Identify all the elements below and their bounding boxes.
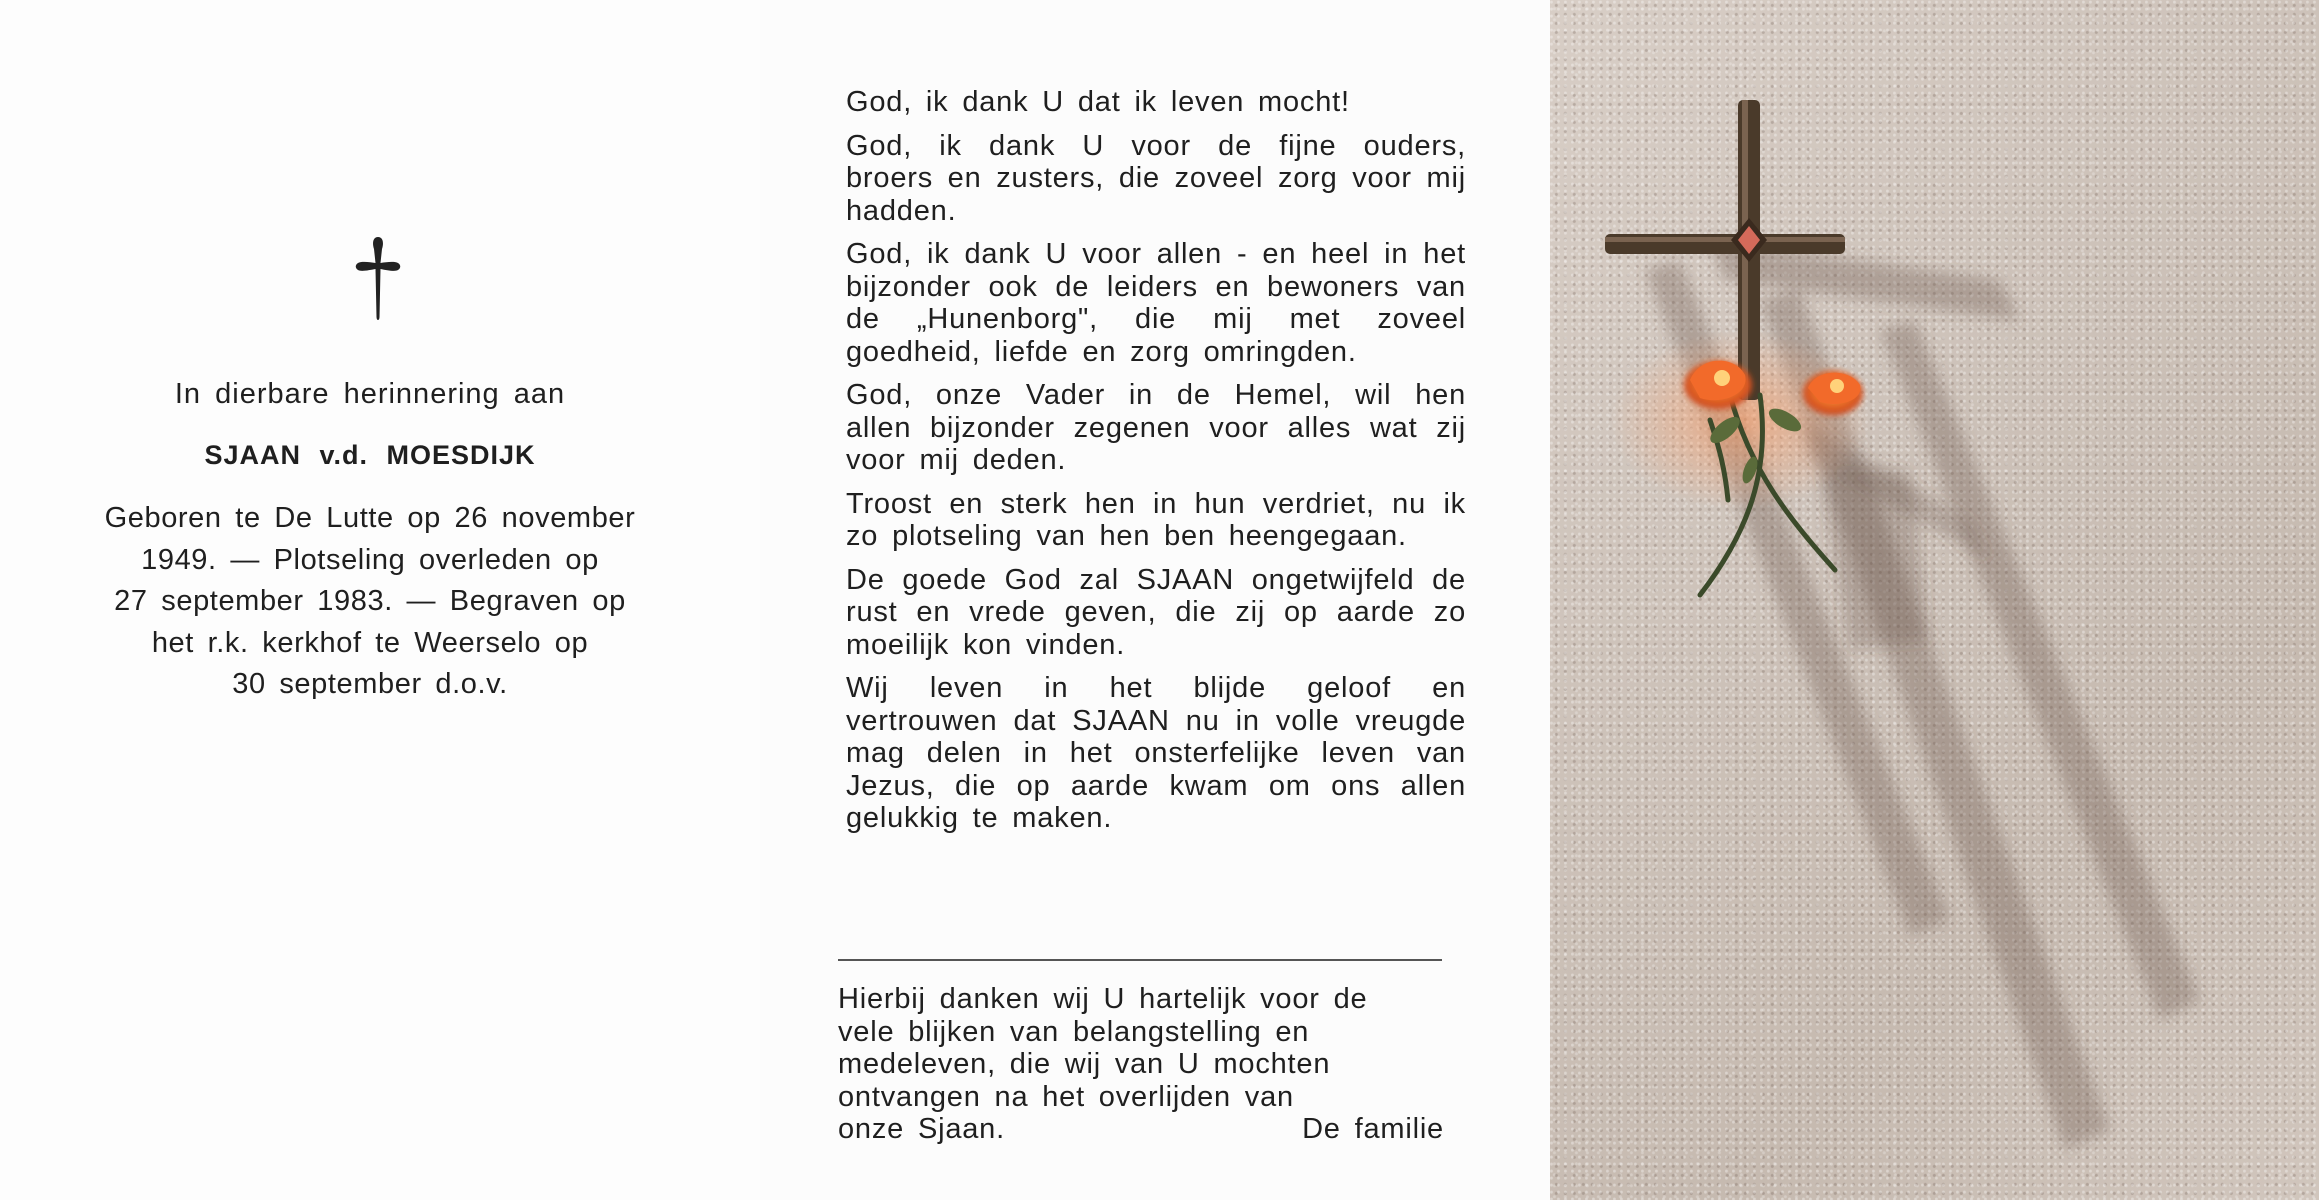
deceased-name: SJAAN v.d. MOESDIJK: [204, 440, 536, 470]
thanks-last-row: [838, 1113, 1444, 1146]
cross-icon: [355, 235, 401, 325]
prayer-paragraph: God, onze Vader in de Hemel, wil hen allen bijzonder zegenen voor alles wat zij voor mij deden.: [846, 379, 1466, 476]
prayer-paragraph: God, ik dank U voor de fijne ouders, broers en zusters, die zoveel zorg voor mij hadden.: [846, 129, 1466, 227]
intro-text: In dierbare herinnering aan: [174, 378, 566, 410]
thanks-line: ontvangen na het overlijden van: [838, 1080, 1294, 1113]
prayer-paragraph: Troost en sterk hen in hun verdriet, nu ik zo plotseling van hen ben heengegaan.: [846, 487, 1466, 552]
bio-line: Geboren te De Lutte op 26 november: [104, 502, 636, 534]
thanks-line: onze Sjaan.: [838, 1113, 1005, 1145]
bio-line: 30 september d.o.v.: [232, 668, 508, 700]
bio-line: 27 september 1983. — Begraven op: [114, 585, 626, 617]
left-panel: [0, 0, 760, 1200]
thanks-text: [838, 983, 1444, 1146]
prayer-paragraph: Wij leven in het blijde geloof en vertrouwen dat SJAAN nu in volle vreugde mag delen in het onsterfelijke leven van Jezus, die op aarde kwam om ons allen gelukkig te maken.: [846, 672, 1466, 834]
prayer-paragraph: God, ik dank U voor allen - en heel in het bijzonder ook de leiders en bewoners van de „Hunenborg", die mij met zoveel goedheid, liefde en zorg omringden.: [846, 238, 1466, 368]
signature: De familie: [1302, 1113, 1444, 1145]
bio-line: 1949. — Plotseling overleden op: [141, 543, 599, 576]
divider: [838, 959, 1442, 961]
bio-text: [40, 498, 700, 706]
thanks-line: Hierbij danken wij U hartelijk voor de: [838, 983, 1368, 1015]
bio-line: het r.k. kerkhof te Weerselo op: [151, 626, 589, 659]
wall-cross-photo: [1550, 0, 2319, 1200]
prayer-text: [846, 86, 1466, 846]
prayer-paragraph: De goede God zal SJAAN ongetwijfeld de rust en vrede geven, die zij op aarde zo moeilijk kon vinden.: [846, 563, 1466, 661]
thanks-line: vele blijken van belangstelling en: [838, 1015, 1310, 1048]
prayer-paragraph: God, ik dank U dat ik leven mocht!: [846, 86, 1350, 118]
thanks-line: medeleven, die wij van U mochten: [838, 1048, 1331, 1080]
